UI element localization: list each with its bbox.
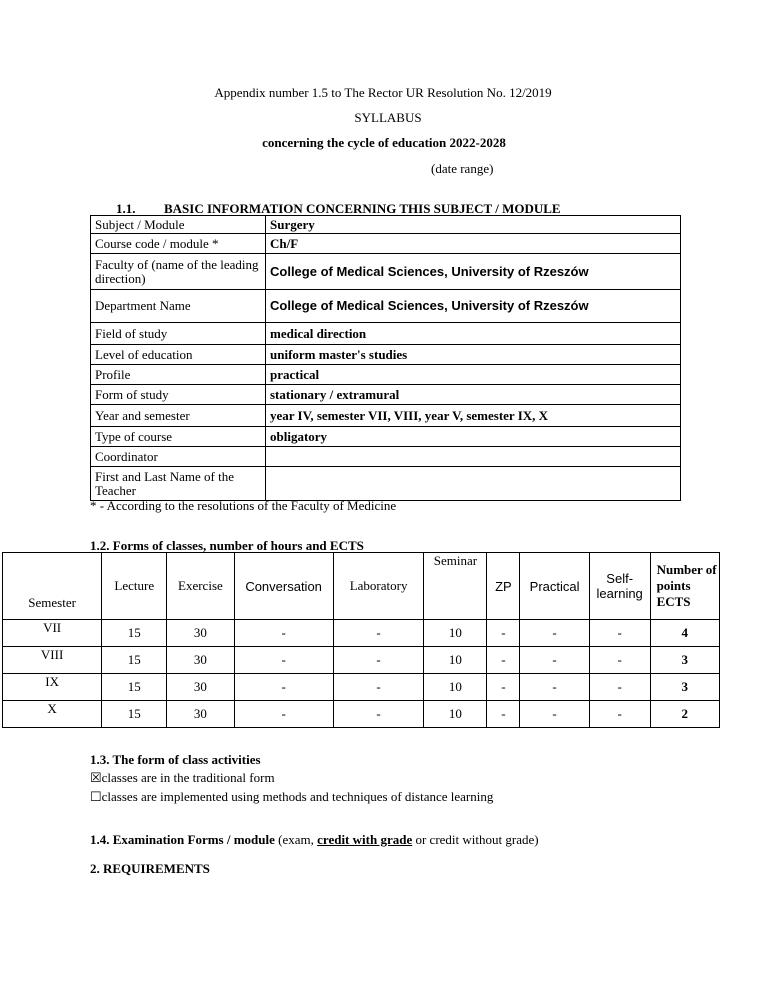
hours-cell: -: [520, 701, 589, 728]
info-value: stationary / extramural: [266, 385, 681, 405]
section-1-4-title: 1.4. Examination Forms / module: [90, 832, 275, 847]
info-value: College of Medical Sciences, University of Rzeszów: [266, 254, 681, 290]
hours-cell: -: [333, 647, 424, 674]
info-key: Field of study: [91, 323, 266, 345]
document-title: SYLLABUS: [354, 110, 422, 125]
hours-cell: -: [589, 674, 650, 701]
basic-info-table: [90, 215, 681, 501]
section-title: BASIC INFORMATION CONCERNING THIS SUBJECT / MODULE: [164, 201, 561, 216]
info-value: uniform master's studies: [266, 345, 681, 365]
info-value: obligatory: [266, 427, 681, 447]
checked-box-icon[interactable]: ☒: [90, 770, 102, 785]
info-row: [91, 427, 681, 447]
hours-cell: 2: [650, 701, 719, 728]
hours-cell: 30: [167, 620, 234, 647]
section-number: 1.1.: [116, 201, 136, 216]
hours-cell: -: [520, 647, 589, 674]
info-row: [91, 234, 681, 254]
hours-header: Conversation: [234, 553, 333, 620]
info-row: [91, 290, 681, 323]
hours-table: [2, 552, 720, 728]
hours-header: Exercise: [167, 553, 234, 620]
info-value: [266, 467, 681, 501]
info-row: [91, 467, 681, 501]
info-key: Form of study: [91, 385, 266, 405]
hours-cell: -: [487, 674, 520, 701]
cycle-line: concerning the cycle of education 2022-2028: [262, 135, 506, 150]
hours-header: Self-learning: [589, 553, 650, 620]
hours-row: [3, 674, 720, 701]
hours-cell: 10: [424, 647, 487, 674]
hours-header: Number of points ECTS: [650, 553, 719, 620]
hours-row: [3, 647, 720, 674]
hours-row: [3, 620, 720, 647]
hours-cell: IX: [3, 674, 102, 701]
info-value: College of Medical Sciences, University of Rzeszów: [266, 290, 681, 323]
info-row: [91, 323, 681, 345]
info-key: Profile: [91, 365, 266, 385]
hours-cell: X: [3, 701, 102, 728]
info-key: Level of education: [91, 345, 266, 365]
info-value: medical direction: [266, 323, 681, 345]
hours-cell: -: [333, 620, 424, 647]
hours-cell: -: [234, 701, 333, 728]
unchecked-box-icon[interactable]: ☐: [90, 789, 102, 804]
hours-cell: 3: [650, 674, 719, 701]
hours-cell: VIII: [3, 647, 102, 674]
info-row: [91, 216, 681, 234]
hours-cell: -: [487, 647, 520, 674]
hours-header: Lecture: [102, 553, 167, 620]
section-1-4: [90, 832, 539, 848]
info-key: Year and semester: [91, 405, 266, 427]
info-value: [266, 447, 681, 467]
hours-cell: -: [487, 701, 520, 728]
hours-cell: 10: [424, 674, 487, 701]
section-2-heading: 2. REQUIREMENTS: [90, 861, 210, 876]
info-value: Surgery: [266, 216, 681, 234]
hours-cell: -: [520, 620, 589, 647]
info-row: [91, 385, 681, 405]
hours-header: Laboratory: [333, 553, 424, 620]
option-traditional[interactable]: [90, 770, 275, 786]
info-row: [91, 345, 681, 365]
hours-header: ZP: [487, 553, 520, 620]
hours-cell: 3: [650, 647, 719, 674]
info-row: [91, 254, 681, 290]
hours-cell: -: [589, 647, 650, 674]
hours-cell: -: [589, 620, 650, 647]
hours-cell: -: [234, 620, 333, 647]
option-label: classes are in the traditional form: [101, 770, 275, 785]
info-row: [91, 365, 681, 385]
info-value: Ch/F: [266, 234, 681, 254]
hours-header: Semester: [3, 553, 102, 620]
hours-header: Seminar: [424, 553, 487, 620]
hours-cell: -: [520, 674, 589, 701]
hours-cell: -: [333, 674, 424, 701]
info-row: [91, 405, 681, 427]
hours-cell: -: [589, 701, 650, 728]
hours-cell: 15: [102, 674, 167, 701]
hours-cell: 30: [167, 674, 234, 701]
info-value: year IV, semester VII, VIII, year V, semester IX, X: [266, 405, 681, 427]
info-key: Subject / Module: [91, 216, 266, 234]
hours-cell: 15: [102, 620, 167, 647]
hours-row: [3, 701, 720, 728]
info-key: Course code / module *: [91, 234, 266, 254]
date-range-line: (date range): [431, 161, 494, 176]
appendix-line: Appendix number 1.5 to The Rector UR Resolution No. 12/2019: [214, 85, 552, 100]
hours-cell: -: [234, 674, 333, 701]
footnote: * - According to the resolutions of the Faculty of Medicine: [90, 498, 397, 513]
info-key: Department Name: [91, 290, 266, 323]
hours-cell: VII: [3, 620, 102, 647]
hours-cell: 4: [650, 620, 719, 647]
option-label: classes are implemented using methods and techniques of distance learning: [101, 789, 494, 804]
hours-cell: -: [234, 647, 333, 674]
info-key: First and Last Name of the Teacher: [91, 467, 266, 501]
hours-cell: 10: [424, 701, 487, 728]
info-value: practical: [266, 365, 681, 385]
hours-cell: 30: [167, 701, 234, 728]
hours-cell: -: [333, 701, 424, 728]
info-key: Coordinator: [91, 447, 266, 467]
hours-cell: 30: [167, 647, 234, 674]
hours-cell: 10: [424, 620, 487, 647]
option-distance[interactable]: [90, 789, 493, 805]
hours-cell: -: [487, 620, 520, 647]
hours-header: Practical: [520, 553, 589, 620]
section-1-3-heading: 1.3. The form of class activities: [90, 752, 261, 767]
section-1-2-heading: 1.2. Forms of classes, number of hours and ECTS: [90, 538, 364, 553]
paren-open: (exam,: [274, 832, 318, 847]
hours-cell: 15: [102, 701, 167, 728]
hours-cell: 15: [102, 647, 167, 674]
info-row: [91, 447, 681, 467]
exam-form-rest: or credit without grade): [412, 832, 539, 847]
selected-exam-form: credit with grade: [317, 832, 413, 847]
info-key: Type of course: [91, 427, 266, 447]
info-key: Faculty of (name of the leading direction): [91, 254, 266, 290]
